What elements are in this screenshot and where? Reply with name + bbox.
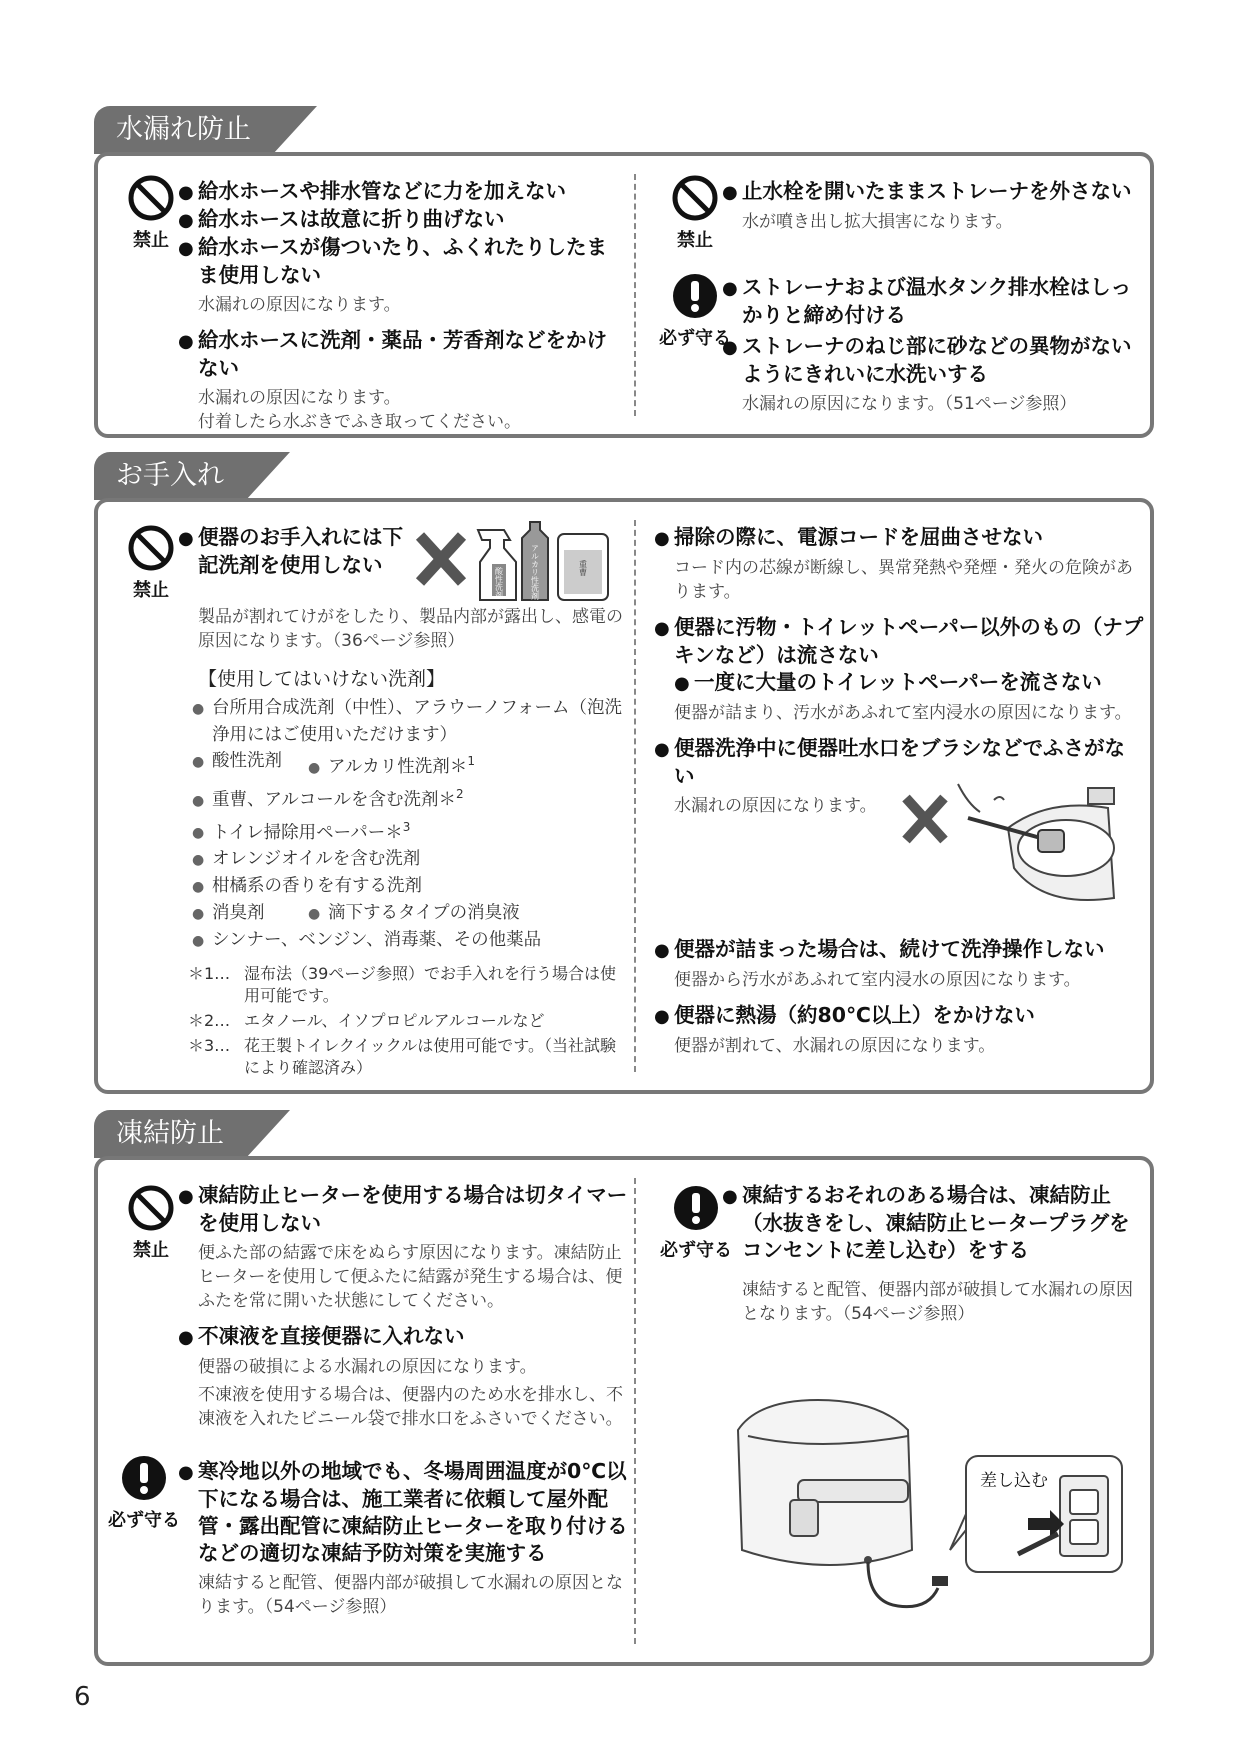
warning-note: 付着したら水ぶきでふき取ってください。 (198, 412, 521, 432)
water-leak-left-column (178, 178, 618, 434)
section-care (94, 452, 1154, 1094)
section-title-water-leak: 水漏れ防止 (94, 106, 273, 154)
callout-label: 差し込む (980, 1471, 1048, 1491)
list-heading: 【使用してはいけない洗剤】 (198, 668, 446, 690)
must-label: 必ず守る (108, 1510, 180, 1531)
spray-bottle-icon (478, 530, 516, 600)
instruction-item: ● 寒冷地以外の地域でも、冬場周囲温度が0℃以下になる場合は、施工業者に依頼して屋外配管・露出配管に凍結防止ヒーターを取り付けるなどの適切な凍結予防対策を実施する (178, 1458, 628, 1567)
warning-item: ● 一度に大量のトイレットペーパーを流さない (654, 669, 1144, 697)
prohibited-label: 禁止 (133, 1240, 169, 1261)
detergent-item: ● 消臭剤 (178, 900, 308, 927)
detergent-item: ● 台所用合成洗剤（中性）、アラウーノフォーム（泡洗浄用にはご使用いただけます） (178, 695, 628, 748)
warning-item: ● 便器洗浄中に便器吐水口をブラシなどでふさがない (654, 735, 1144, 790)
section-box-water-leak (94, 152, 1154, 438)
page-number: 6 (74, 1682, 91, 1712)
water-leak-right-must (722, 274, 1142, 416)
instruction-item: ● ストレーナおよび温水タンク排水栓はしっかりと締め付ける (722, 274, 1142, 329)
column-divider (634, 174, 636, 416)
must-label: 必ず守る (659, 328, 731, 349)
cross-mark-icon (906, 798, 944, 840)
warning-note: 便器の破損による水漏れの原因になります。 (198, 1357, 537, 1377)
warning-note: コード内の芯線が断線し、異常発熱や発煙・発火の危険があります。 (674, 558, 1133, 602)
warning-item: ● 不凍液を直接便器に入れない (178, 1323, 628, 1351)
prohibited-label: 禁止 (677, 230, 713, 251)
warning-note: 便器が割れて、水漏れの原因になります。 (674, 1036, 996, 1056)
detergent-item: ● 滴下するタイプの消臭液 (308, 900, 520, 927)
warning-note: 水漏れの原因になります。 (674, 796, 877, 816)
section-title-care: お手入れ (94, 452, 246, 500)
warning-item: ● 凍結防止ヒーターを使用する場合は切タイマーを使用しない (178, 1182, 628, 1237)
detergent-item: ● 重曹、アルコールを含む洗剤＊$^2$ (178, 781, 628, 814)
column-divider (634, 1178, 636, 1644)
footnote: ＊1… 湿布法（39ページ参照）でお手入れを行う場合は使用可能です。 (188, 964, 617, 1006)
warning-note: 水漏れの原因になります。 (198, 295, 401, 315)
warning-note: 便ふた部の結露で床をぬらす原因になります。凍結防止ヒーターを使用して便ふたに結露が発生する場合は、便ふたを常に開いた状態にしてください。 (198, 1243, 623, 1311)
warning-note: 不凍液を使用する場合は、便器内のため水を排水し、不凍液を入れたビニール袋で排水口をふさいでください。 (198, 1385, 623, 1429)
warning-item: ● 給水ホースに洗剤・薬品・芳香剤などをかけない (178, 327, 618, 382)
care-left-column (178, 524, 628, 1079)
footnote: ＊3… 花王製トイレクイックルは使用可能です。（当社試験により確認済み） (188, 1036, 617, 1078)
outlet-callout (966, 1456, 1122, 1572)
column-divider (634, 520, 636, 1072)
freeze-right-must (722, 1182, 1142, 1326)
warning-note: 水漏れの原因になります。 (198, 388, 401, 408)
instruction-note: 凍結すると配管、便器内部が破損して水漏れの原因となります。（54ページ参照） (742, 1280, 1133, 1324)
prohibited-label: 禁止 (133, 580, 169, 601)
jar-icon (558, 534, 608, 600)
instruction-note: 凍結すると配管、便器内部が破損して水漏れの原因となります。（54ページ参照） (198, 1573, 623, 1617)
warning-item: ● 便器が詰まった場合は、続けて洗浄操作しない (654, 936, 1144, 964)
brush-cleaning-illustration (898, 778, 1128, 904)
warning-item: ● 便器に熱湯（約80℃以上）をかけない (654, 1002, 1144, 1030)
detergent-item: ● トイレ掃除用ペーパー＊$^3$ (178, 814, 628, 847)
exclamation-icon (672, 1184, 720, 1232)
warning-item: ● 便器のお手入れには下記洗剤を使用しない (178, 524, 418, 579)
warning-note: 便器が詰まり、汚水があふれて室内浸水の原因になります。 (674, 703, 1132, 723)
warning-item: ● 給水ホースや排水管などに力を加えない (178, 178, 618, 206)
prohibited-label: 禁止 (133, 230, 169, 251)
cross-mark-icon (420, 536, 462, 582)
detergent-item: ● オレンジオイルを含む洗剤 (178, 846, 628, 873)
warning-note: 製品が割れてけがをしたり、製品内部が露出し、感電の原因になります。（36ページ参照） (198, 607, 623, 651)
section-freeze (94, 1110, 1154, 1666)
section-box-freeze (94, 1156, 1154, 1666)
prohibited-icon (671, 174, 719, 222)
water-leak-right-prohibited (722, 178, 1142, 234)
bottle-icon (522, 522, 548, 601)
instruction-item: ● ストレーナのねじ部に砂などの異物がないようにきれいに水洗いする (722, 333, 1142, 388)
warning-item: ● 掃除の際に、電源コードを屈曲させない (654, 524, 1144, 552)
warning-item: ● 給水ホースが傷ついたり、ふくれたりしたまま使用しない (178, 234, 618, 289)
detergent-illustration (414, 520, 624, 604)
toilet-icon (738, 1400, 912, 1565)
exclamation-icon (120, 1454, 168, 1502)
instruction-note: 水漏れの原因になります。（51ページ参照） (742, 394, 1077, 414)
exclamation-icon (671, 272, 719, 320)
warning-item: ● 給水ホースは故意に折り曲げない (178, 206, 618, 234)
warning-note: 水が噴き出し拡大損害になります。 (742, 212, 1013, 232)
heater-plug-illustration (718, 1390, 1138, 1620)
section-box-care (94, 498, 1154, 1094)
detergent-item: ● 柑橘系の香りを有する洗剤 (178, 873, 628, 900)
warning-note: 便器から汚水があふれて室内浸水の原因になります。 (674, 970, 1081, 990)
section-title-freeze: 凍結防止 (94, 1110, 246, 1158)
instruction-item: ● 凍結するおそれのある場合は、凍結防止（水抜きをし、凍結防止ヒータープラグをコンセントに差し込む）をする (722, 1182, 1142, 1264)
detergent-item: ● シンナー、ベンジン、消毒薬、その他薬品 (178, 927, 628, 954)
freeze-left-must (178, 1458, 628, 1619)
footnote: ＊2… エタノール、イソプロピルアルコールなど (188, 1011, 545, 1031)
prohibited-icon (127, 174, 175, 222)
prohibited-icon (127, 1184, 175, 1232)
warning-item: ● 便器に汚物・トイレットペーパー以外のもの（ナプキンなど）は流さない (654, 614, 1144, 669)
detergent-item: ● 酸性洗剤 (178, 748, 308, 781)
prohibited-icon (127, 524, 175, 572)
warning-item: ● 止水栓を開いたままストレーナを外さない (722, 178, 1142, 206)
freeze-left-prohibited (178, 1182, 628, 1431)
jar-label: 重曹 (578, 560, 588, 576)
bottle-label-acid: 酸性洗剤 (494, 567, 504, 599)
detergent-item: ● アルカリ性洗剤＊$^1$ (308, 748, 475, 781)
bottle-label-alkali: アルカリ性洗剤 (530, 544, 540, 600)
must-label: 必ず守る (660, 1240, 732, 1261)
section-water-leak (94, 106, 1154, 438)
